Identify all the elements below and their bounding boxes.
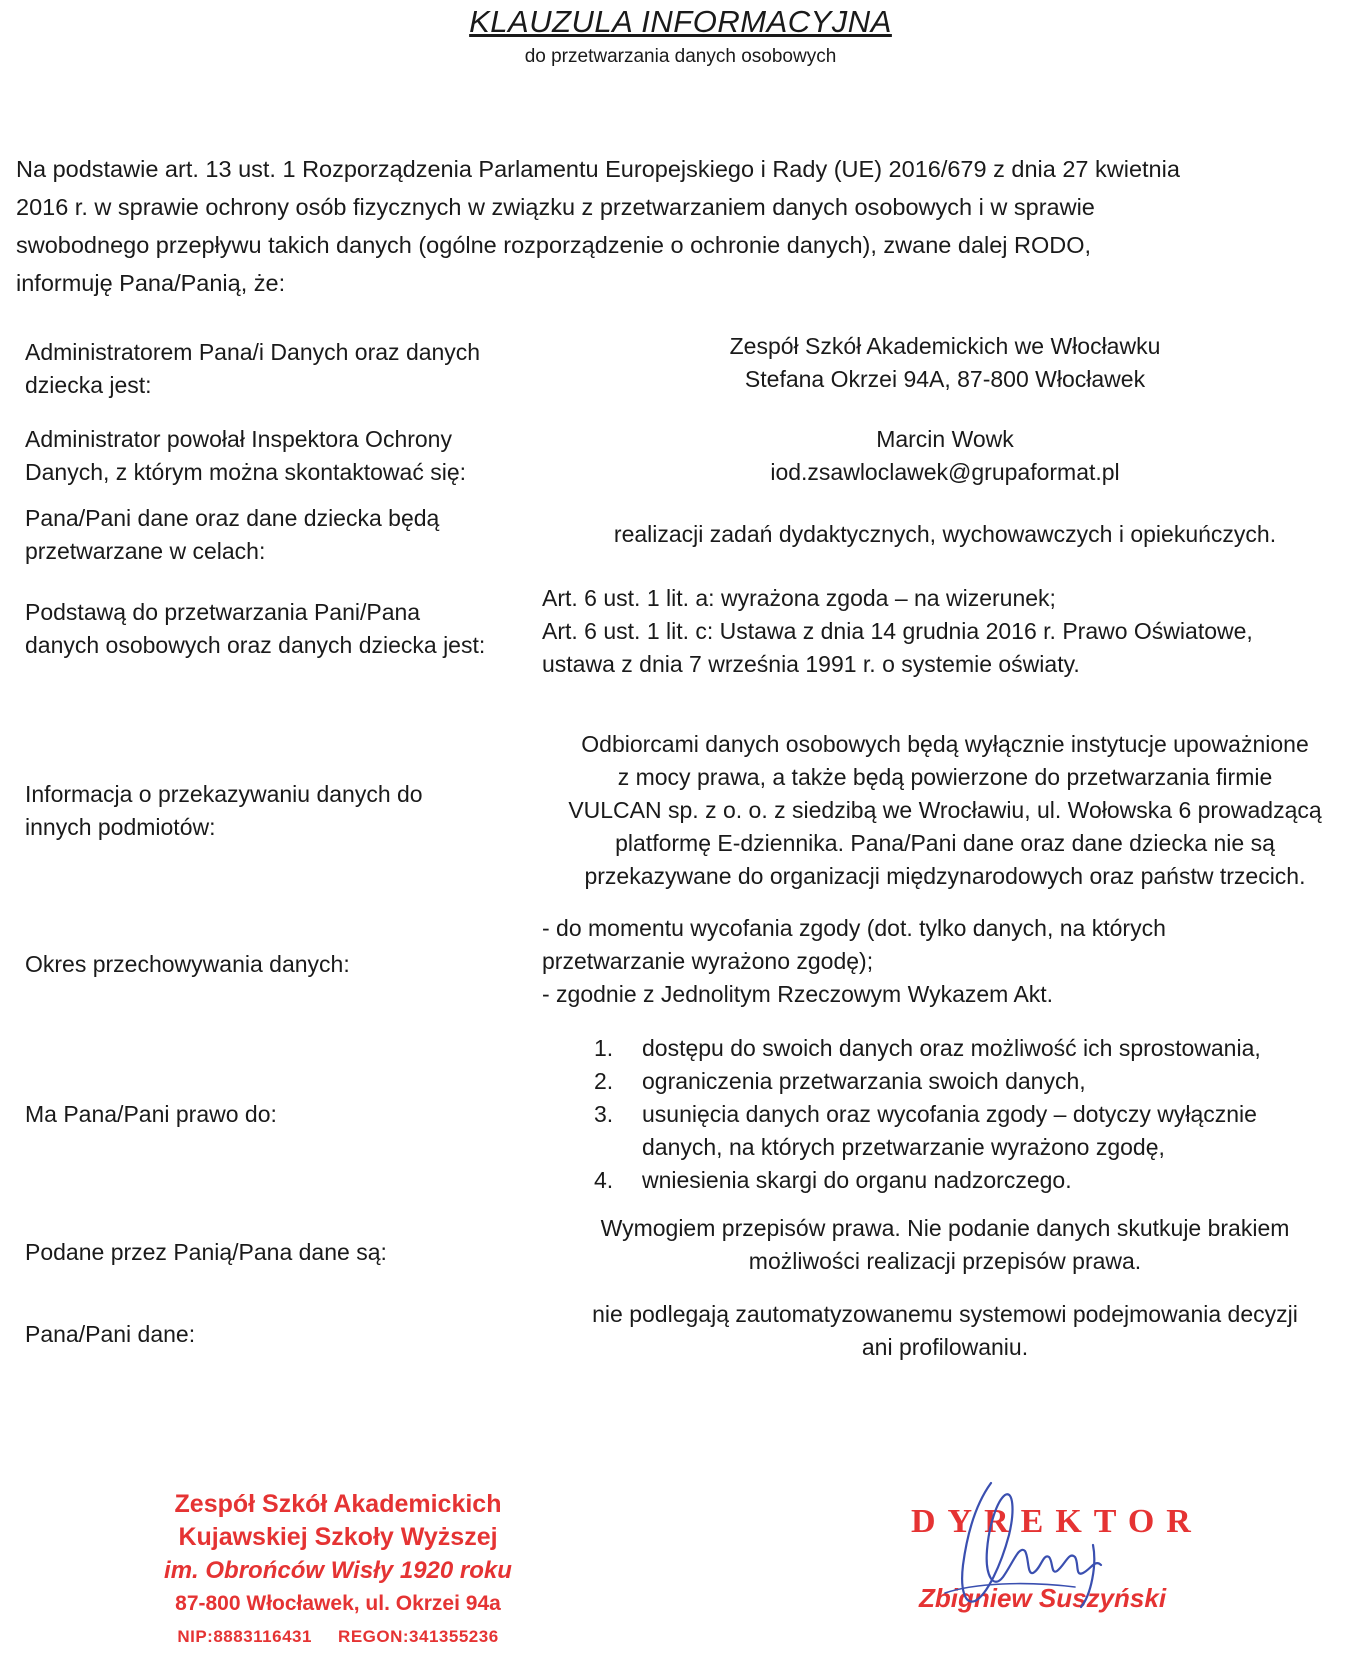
label-line: przetwarzane w celach: — [25, 538, 266, 564]
value-line: iod.zsawloclawek@grupaformat.pl — [770, 459, 1120, 485]
label-line: Informacja o przekazywaniu danych do — [25, 781, 423, 807]
list-item-text: danych, na których przetwarzanie wyrażono zgodę, — [642, 1134, 1165, 1160]
row-value — [542, 912, 1361, 1011]
row-label — [25, 336, 545, 402]
label-line: Pana/Pani dane: — [25, 1321, 196, 1347]
value-line: przekazywane do organizacji międzynarodowych oraz państw trzecich. — [584, 863, 1306, 889]
stamp-line: Zespół Szkół Akademickich — [174, 1490, 502, 1518]
document-title: KLAUZULA INFORMACYJNA — [469, 4, 892, 39]
label-line: Podane przez Panią/Pana dane są: — [25, 1239, 387, 1265]
label-line: danych osobowych oraz danych dziecka jest: — [25, 632, 486, 658]
value-line: ustawa z dnia 7 września 1991 r. o systemie oświaty. — [542, 651, 1080, 677]
label-line: dziecka jest: — [25, 372, 152, 398]
school-stamp — [148, 1488, 528, 1653]
label-line: Pana/Pani dane oraz dane dziecka będą — [25, 505, 440, 531]
stamp-line: Kujawskiej Szkoły Wyższej — [178, 1523, 498, 1551]
handwritten-signature — [905, 1465, 1175, 1650]
row-label — [25, 502, 545, 568]
row-label — [25, 1318, 545, 1351]
value-line: ani profilowaniu. — [861, 1334, 1029, 1360]
list-number: 1. — [594, 1035, 614, 1061]
list-item — [540, 1098, 1360, 1164]
value-line: realizacji zadań dydaktycznych, wychowawczych i opiekuńczych. — [613, 521, 1277, 547]
value-line: Stefana Okrzei 94A, 87-800 Włocławek — [744, 366, 1146, 392]
row-label — [25, 1098, 545, 1131]
row-value — [540, 518, 1350, 551]
row-label — [25, 423, 545, 489]
row-value — [540, 1298, 1350, 1364]
rights-list — [540, 1032, 1360, 1197]
intro-line: 2016 r. w sprawie ochrony osób fizycznych w związku z przetwarzaniem danych osobowych i w sprawie — [16, 194, 1095, 220]
value-line: VULCAN sp. z o. o. z siedzibą we Wrocławiu, ul. Wołowska 6 prowadzącą — [568, 797, 1322, 823]
value-line: nie podlegają zautomatyzowanemu systemowi podejmowania decyzji — [592, 1301, 1298, 1327]
intro-paragraph — [16, 150, 1361, 302]
row-value — [540, 728, 1350, 893]
row-value — [540, 1212, 1350, 1278]
seal-name: Zbigniew Suszyński — [919, 1583, 1167, 1613]
value-line: - zgodnie z Jednolitym Rzeczowym Wykazem Akt. — [542, 981, 1054, 1007]
row-value — [542, 582, 1361, 681]
row-label — [25, 596, 545, 662]
row-value — [540, 423, 1350, 489]
stamp-line: NIP:8883116431 REGON:341355236 — [177, 1627, 499, 1646]
list-item — [540, 1032, 1360, 1065]
director-seal — [905, 1465, 1203, 1650]
seal-rank: DYREKTOR — [911, 1503, 1203, 1540]
intro-line: Na podstawie art. 13 ust. 1 Rozporządzenia Parlamentu Europejskiego i Rady (UE) 2016/679 z dnia 27 kwietnia — [16, 156, 1180, 182]
list-number: 3. — [594, 1101, 614, 1127]
document-subtitle: do przetwarzania danych osobowych — [524, 46, 837, 67]
list-item-text: usunięcia danych oraz wycofania zgody – dotyczy wyłącznie — [642, 1101, 1257, 1127]
value-line: możliwości realizacji przepisów prawa. — [748, 1248, 1142, 1274]
value-line: - do momentu wycofania zgody (dot. tylko danych, na których — [542, 915, 1166, 941]
list-number: 2. — [594, 1068, 614, 1094]
list-item — [540, 1065, 1360, 1098]
value-line: Wymogiem przepisów prawa. Nie podanie danych skutkuje brakiem — [600, 1215, 1290, 1241]
label-line: innych podmiotów: — [25, 814, 216, 840]
row-label — [25, 948, 545, 981]
list-number: 4. — [594, 1167, 614, 1193]
label-line: Administrator powołał Inspektora Ochrony — [25, 426, 452, 452]
intro-line: swobodnego przepływu takich danych (ogólne rozporządzenie o ochronie danych), zwane dalej RODO, — [16, 232, 1092, 258]
label-line: Podstawą do przetwarzania Pani/Pana — [25, 599, 421, 625]
value-line: Odbiorcami danych osobowych będą wyłącznie instytucje upoważnione — [581, 731, 1309, 757]
value-line: platformę E-dziennika. Pana/Pani dane oraz dane dziecka nie są — [615, 830, 1275, 856]
list-item — [540, 1164, 1360, 1197]
list-item-text: ograniczenia przetwarzania swoich danych, — [642, 1068, 1086, 1094]
value-line: przetwarzanie wyrażono zgodę); — [542, 948, 874, 974]
label-line: Ma Pana/Pani prawo do: — [25, 1101, 277, 1127]
label-line: Administratorem Pana/i Danych oraz danych — [25, 339, 481, 365]
row-label — [25, 1236, 545, 1269]
list-item-text: dostępu do swoich danych oraz możliwość ich sprostowania, — [642, 1035, 1261, 1061]
row-value — [540, 330, 1350, 396]
label-line: Okres przechowywania danych: — [25, 951, 350, 977]
row-label — [25, 778, 545, 844]
intro-line: informuję Pana/Panią, że: — [16, 270, 286, 296]
stamp-line: 87-800 Włocławek, ul. Okrzei 94a — [175, 1592, 501, 1615]
value-line: Marcin Wowk — [876, 426, 1014, 452]
stamp-line: im. Obrońców Wisły 1920 roku — [164, 1557, 512, 1584]
value-line: z mocy prawa, a także będą powierzone do przetwarzania firmie — [617, 764, 1273, 790]
list-item-text: wniesienia skargi do organu nadzorczego. — [642, 1167, 1072, 1193]
label-line: Danych, z którym można skontaktować się: — [25, 459, 466, 485]
value-line: Zespół Szkół Akademickich we Włocławku — [729, 333, 1161, 359]
value-line: Art. 6 ust. 1 lit. a: wyrażona zgoda – na wizerunek; — [542, 585, 1056, 611]
value-line: Art. 6 ust. 1 lit. c: Ustawa z dnia 14 grudnia 2016 r. Prawo Oświatowe, — [542, 618, 1253, 644]
